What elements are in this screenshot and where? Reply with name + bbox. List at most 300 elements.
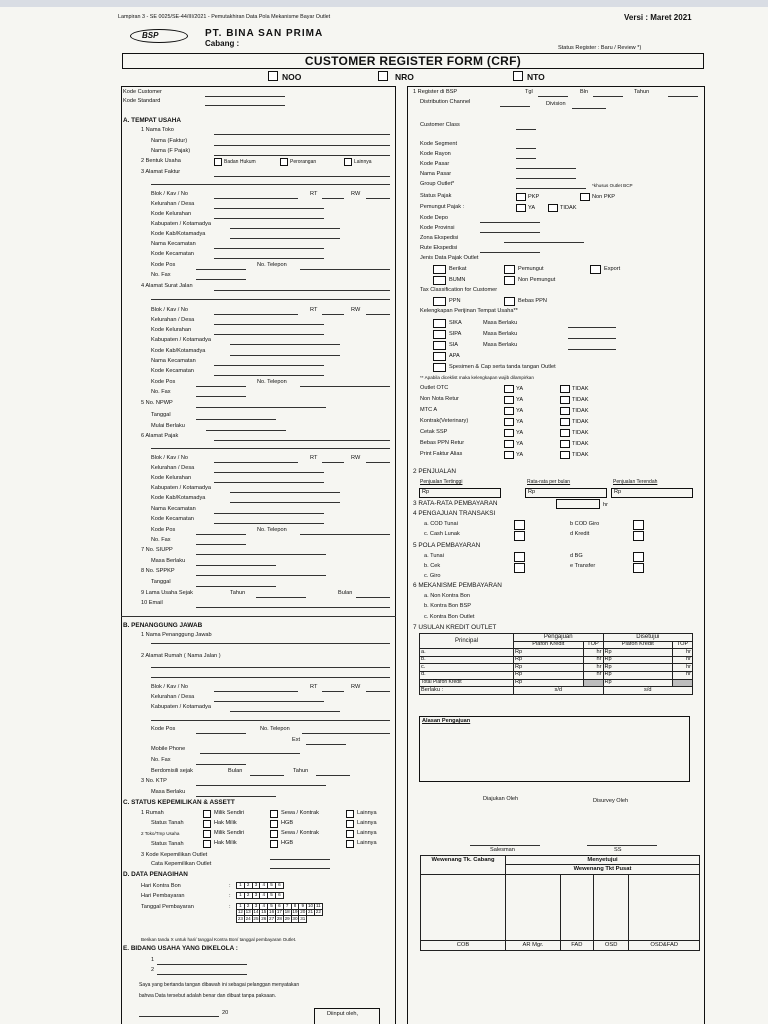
kode-kelurahan-field[interactable]	[214, 218, 324, 219]
rw-field-4[interactable]	[366, 691, 390, 692]
ktp-field[interactable]	[196, 785, 326, 786]
cek-label: b. Cek	[424, 563, 441, 569]
cata-kepemilikan-field[interactable]	[270, 868, 330, 869]
kode-pasar-field[interactable]	[516, 168, 576, 169]
kontra-day-3[interactable]: 3	[252, 883, 260, 889]
terendah-field[interactable]	[611, 488, 693, 498]
yn-row-ya-3[interactable]	[504, 407, 514, 415]
section-b-heading: B. PENANGGUNG JAWAB	[123, 622, 203, 629]
pemungut2-checkbox[interactable]	[504, 265, 515, 274]
fax-label-3: No. Fax	[151, 537, 171, 543]
yn-tidak-label-6: TIDAK	[572, 441, 589, 447]
dinput-label: Diinput oleh,	[327, 1011, 359, 1017]
nama-kecamatan-field-2[interactable]	[214, 365, 324, 366]
kode-customer-label: Kode Customer	[123, 89, 162, 95]
lama-usaha-bulan-label: Bulan	[338, 590, 353, 596]
nama-kecamatan-label-2: Nama Kecamatan	[151, 358, 196, 364]
kode-pos-field-2[interactable]	[196, 386, 246, 387]
rw-field[interactable]	[366, 198, 390, 199]
register-bln-field[interactable]	[593, 96, 623, 97]
kode-rayon-field[interactable]	[516, 158, 536, 159]
own-b-checkbox-3[interactable]	[270, 830, 278, 838]
customer-class-field[interactable]	[516, 129, 536, 130]
signature-slot[interactable]	[560, 875, 593, 941]
alamat-faktur-line2[interactable]	[151, 184, 390, 185]
own-a-label-2: Hak Milik	[214, 820, 237, 826]
date-cell[interactable]: 18	[284, 909, 290, 915]
date-cell[interactable]: 23	[237, 915, 243, 921]
siupp-field[interactable]	[196, 554, 326, 555]
own-b-checkbox-4[interactable]	[270, 840, 278, 848]
kode-kepemilikan-field[interactable]	[270, 859, 330, 860]
kode-kelurahan-field-2[interactable]	[214, 334, 324, 335]
cod-giro-checkbox[interactable]	[633, 520, 644, 530]
colon-3: :	[229, 904, 231, 910]
rt-label-4: RT	[310, 684, 318, 690]
kode-kecamatan-field[interactable]	[214, 258, 324, 259]
yn-row-tidak-3[interactable]	[560, 407, 570, 415]
kode-pos-label: Kode Pos	[151, 262, 176, 268]
kode-kecamatan-label: Kode Kecamatan	[151, 251, 194, 257]
own-b-checkbox-1[interactable]	[270, 810, 278, 818]
rt-field-3[interactable]	[322, 462, 344, 463]
credit-hr-cell[interactable]: hr	[673, 656, 693, 664]
colon-1: :	[229, 883, 231, 889]
own-b-checkbox-2[interactable]	[270, 820, 278, 828]
date-cell[interactable]: 30	[292, 915, 298, 921]
nama-faktur-field[interactable]	[214, 145, 390, 146]
yn-row-ya-5[interactable]	[504, 429, 514, 437]
kode-pasar-label: Kode Pasar	[420, 161, 450, 167]
blok-field-2[interactable]	[214, 314, 298, 315]
own-c-checkbox-2[interactable]	[346, 820, 354, 828]
kode-kelurahan-label-3: Kode Kelurahan	[151, 475, 192, 481]
kontra-day-5[interactable]: 5	[268, 883, 276, 889]
top-header: TOP	[583, 641, 603, 649]
kabupaten-field[interactable]	[230, 228, 340, 229]
telepon-field-2[interactable]	[300, 386, 390, 387]
credit-rp-cell[interactable]: Rp	[603, 656, 673, 664]
kode-customer-field[interactable]	[205, 96, 285, 97]
signature-slot[interactable]	[421, 875, 506, 941]
telepon-field[interactable]	[300, 269, 390, 270]
kode-pos-field-3[interactable]	[196, 534, 246, 535]
division-field[interactable]	[572, 108, 606, 109]
date-cell[interactable]: 20	[300, 909, 306, 915]
mobile-field[interactable]	[200, 753, 300, 754]
yn-row-ya-6[interactable]	[504, 440, 514, 448]
pemungut-tidak-checkbox[interactable]	[548, 204, 558, 212]
blok-field[interactable]	[214, 198, 298, 199]
bayar-day-6[interactable]: 6	[275, 893, 283, 899]
role-osd-fad: OSD&FAD	[629, 941, 700, 950]
sipa-masa-field[interactable]	[568, 338, 616, 339]
telepon-field-4[interactable]	[302, 733, 390, 734]
khusus-note: *khusus Outlet BCP	[592, 183, 633, 188]
date-cell[interactable]: 27	[269, 915, 275, 921]
pkp-checkbox[interactable]	[516, 193, 526, 201]
bumn-checkbox[interactable]	[433, 276, 446, 285]
berlaku-sd-cell-2[interactable]: s/d	[603, 687, 693, 695]
bidang-2-field[interactable]	[157, 974, 247, 975]
credit-row-label[interactable]: a.	[420, 649, 514, 657]
yn-row-tidak-6[interactable]	[560, 440, 570, 448]
cash-lunak-checkbox[interactable]	[514, 531, 525, 541]
alasan-box[interactable]	[419, 716, 690, 782]
rw-field-2[interactable]	[366, 314, 390, 315]
date-cell[interactable]: 3	[252, 904, 260, 910]
lainnya-checkbox[interactable]	[344, 158, 352, 166]
kontra-day-4[interactable]: 4	[260, 883, 268, 889]
yn-ya-label-1: YA	[516, 386, 524, 392]
credit-hr-cell[interactable]: hr	[583, 656, 603, 664]
yn-row-tidak-4[interactable]	[560, 418, 570, 426]
credit-row	[420, 664, 693, 672]
date-cell[interactable]: 13	[245, 909, 251, 915]
total-plafon-label: Total Plafon Kredit	[420, 679, 514, 687]
sppkp-field[interactable]	[196, 575, 326, 576]
date-cell[interactable]: 1	[237, 904, 245, 910]
tanggal-pembayaran-grid	[236, 903, 323, 923]
date-cell[interactable]: 12	[237, 909, 243, 915]
sppkp-tanggal-field[interactable]	[196, 586, 276, 587]
yn-tidak-label-5: TIDAK	[572, 430, 589, 436]
yn-tidak-label-7: TIDAK	[572, 452, 589, 458]
date-cell[interactable]: 16	[269, 909, 275, 915]
date-cell[interactable]: 7	[283, 904, 291, 910]
kelurahan-field[interactable]	[214, 208, 324, 209]
nama-pj-label: 1 Nama Penanggung Jawab	[141, 632, 212, 638]
perorangan-label: Perorangan	[290, 159, 317, 165]
alamat-pajak-line2[interactable]	[151, 448, 390, 449]
date-cell[interactable]: 22	[315, 909, 321, 915]
rata-rata-field[interactable]	[525, 488, 607, 498]
kelurahan-field-3[interactable]	[214, 472, 324, 473]
nama-pasar-field[interactable]	[516, 178, 576, 179]
salesman-label: Salesman	[490, 847, 515, 853]
cek-checkbox[interactable]	[514, 563, 525, 573]
domisili-tahun-label: Tahun	[293, 768, 309, 774]
alamat-faktur-field[interactable]	[214, 176, 390, 177]
own-a-checkbox-2[interactable]	[203, 820, 211, 828]
cabang-label: Cabang :	[205, 39, 240, 48]
credit-rp-cell[interactable]: Rp	[514, 649, 584, 657]
bebas-ppn-checkbox[interactable]	[504, 297, 515, 306]
fax-field-3[interactable]	[196, 544, 246, 545]
credit-hr-cell[interactable]: hr	[583, 664, 603, 672]
transfer-checkbox[interactable]	[633, 563, 644, 573]
npwp-field[interactable]	[196, 407, 326, 408]
sika-masa-field[interactable]	[568, 327, 616, 328]
bayar-day-4[interactable]: 4	[260, 893, 268, 899]
nto-checkbox[interactable]	[513, 71, 523, 81]
kode-kelurahan-field-3[interactable]	[214, 482, 324, 483]
section-divider-b	[121, 616, 396, 617]
kelurahan-field-4[interactable]	[214, 701, 324, 702]
alamat-rumah-line2[interactable]	[151, 677, 390, 678]
credit-rp-cell[interactable]: Rp	[603, 671, 673, 679]
signature-slot[interactable]	[629, 875, 700, 941]
berdomisili-label: Berdomisili sejak	[151, 768, 193, 774]
siupp-masa-field[interactable]	[196, 565, 276, 566]
own-a-checkbox-4[interactable]	[203, 840, 211, 848]
salesman-signature-line[interactable]	[470, 845, 540, 846]
pemungut-ya-checkbox[interactable]	[516, 204, 526, 212]
date-cell[interactable]: 9	[299, 904, 307, 910]
export-checkbox[interactable]	[590, 265, 601, 274]
date-cell[interactable]: 11	[315, 903, 321, 909]
credit-row-label[interactable]: b.	[420, 656, 514, 664]
version-label: Versi : Maret 2021	[624, 13, 692, 22]
declaration-line-2: bahwa Data tersebut adalah benar dan dibuat tanpa paksaan.	[139, 993, 277, 999]
kabupaten-label-2: Kabupaten / Kotamadya	[151, 337, 212, 343]
credit-hr-cell[interactable]: hr	[673, 664, 693, 672]
credit-row-label[interactable]: d.	[420, 671, 514, 679]
total-rp-cell-2[interactable]: Rp	[603, 679, 673, 687]
kode-pos-field[interactable]	[196, 269, 246, 270]
date-cell[interactable]: 19	[292, 909, 298, 915]
kontra-day-2[interactable]: 2	[244, 883, 252, 889]
non-pemungut-label: Non Pemungut	[518, 277, 556, 283]
date-cell[interactable]: 8	[291, 904, 299, 910]
date-cell[interactable]: 5	[268, 904, 276, 910]
nama-kecamatan-field[interactable]	[214, 248, 324, 249]
register-tahun-field[interactable]	[668, 96, 698, 97]
credit-hr-cell[interactable]: hr	[583, 649, 603, 657]
sipa-checkbox[interactable]	[433, 330, 446, 339]
credit-hr-cell[interactable]: hr	[583, 671, 603, 679]
group-outlet-field[interactable]	[516, 188, 586, 189]
date-cell[interactable]: 17	[276, 909, 282, 915]
own-a-checkbox-1[interactable]	[203, 810, 211, 818]
date-cell[interactable]: 31	[300, 915, 306, 921]
credit-hr-cell[interactable]: hr	[673, 649, 693, 657]
telepon-field-3[interactable]	[300, 534, 390, 535]
own-c-label-2: Lainnya	[357, 820, 377, 826]
yn-row-label-4: Kontrak(Veterinary)	[420, 418, 469, 424]
own-c-checkbox-1[interactable]	[346, 810, 354, 818]
ppn-checkbox[interactable]	[433, 297, 446, 306]
form-title: CUSTOMER REGISTER FORM (CRF)	[122, 53, 704, 69]
rw-label-2: RW	[351, 307, 361, 313]
perorangan-checkbox[interactable]	[280, 158, 288, 166]
nama-kecamatan-field-3[interactable]	[214, 513, 324, 514]
noo-checkbox[interactable]	[268, 71, 278, 81]
own-c-checkbox-3[interactable]	[346, 830, 354, 838]
npwp-tanggal-label: Tanggal	[151, 412, 171, 418]
sipa-masa-label: Masa Berlaku	[483, 331, 518, 337]
rt-field[interactable]	[322, 198, 344, 199]
npwp-tanggal-field[interactable]	[196, 419, 276, 420]
credit-table	[419, 633, 693, 695]
yn-row-ya-1[interactable]	[504, 385, 514, 393]
sia-masa-field[interactable]	[568, 349, 616, 350]
rw-label-3: RW	[351, 455, 361, 461]
own-c-label-3: Lainnya	[357, 830, 377, 836]
yn-row-tidak-7[interactable]	[560, 451, 570, 459]
kabupaten-field-4[interactable]	[230, 711, 340, 712]
non-pkp-checkbox[interactable]	[580, 193, 590, 201]
fax-field-4[interactable]	[196, 764, 246, 765]
alamat-surat-line2[interactable]	[151, 299, 390, 300]
kode-depo-field[interactable]	[480, 222, 540, 223]
kabupaten-field-3[interactable]	[230, 492, 340, 493]
bayar-day-5[interactable]: 5	[268, 893, 276, 899]
email-field[interactable]	[196, 607, 390, 608]
register-tahun-label: Tahun	[634, 89, 650, 95]
cod-tunai-label: a. COD Tunai	[424, 521, 458, 527]
alamat-rumah-label: 2 Alamat Rumah ( Nama Jalan )	[141, 653, 221, 659]
nro-checkbox[interactable]	[378, 71, 388, 81]
date-cell[interactable]: 15	[261, 909, 267, 915]
lama-usaha-bulan-field[interactable]	[356, 597, 390, 598]
rt-field-2[interactable]	[322, 314, 344, 315]
credit-rp-cell[interactable]: Rp	[514, 671, 584, 679]
blok-label-2: Blok / Kav / No	[151, 307, 188, 313]
spesimen-label: Spesimen & Cap serta tanda tangan Outlet	[449, 364, 556, 370]
kode-kab-field[interactable]	[230, 238, 340, 239]
sika-label: SIKA	[449, 320, 462, 326]
berlaku-sd-cell[interactable]: s/d	[514, 687, 604, 695]
own-c-checkbox-4[interactable]	[346, 840, 354, 848]
kode-standard-field[interactable]	[205, 105, 285, 106]
nama-pj-field[interactable]	[151, 643, 390, 644]
kode-kecamatan-field-2[interactable]	[214, 375, 324, 376]
section-a-heading: A. TEMPAT USAHA	[123, 117, 181, 124]
bidang-1-field[interactable]	[157, 964, 247, 965]
credit-row-label[interactable]: c.	[420, 664, 514, 672]
status-tanah-label: Status Tanah	[151, 820, 184, 826]
bg-checkbox[interactable]	[633, 552, 644, 562]
badan-hukum-label: Badan Hukum	[224, 159, 256, 165]
non-pemungut-checkbox[interactable]	[504, 276, 515, 285]
bayar-day-3[interactable]: 3	[252, 893, 260, 899]
terendah-rp: Rp	[614, 489, 622, 495]
telepon-label-4: No. Telepon	[260, 726, 290, 732]
spesimen-checkbox[interactable]	[433, 363, 446, 372]
nama-toko-field[interactable]	[214, 134, 390, 135]
kabupaten-field-2[interactable]	[230, 344, 340, 345]
ext-field[interactable]	[306, 744, 346, 745]
berikat-checkbox[interactable]	[433, 265, 446, 274]
signature-date-field[interactable]	[139, 1016, 219, 1017]
status-register: Status Register : Baru / Review *)	[558, 45, 642, 51]
yn-row-ya-7[interactable]	[504, 451, 514, 459]
credit-rp-cell[interactable]: Rp	[603, 664, 673, 672]
yn-row-tidak-1[interactable]	[560, 385, 570, 393]
kode-segment-label: Kode Segment	[420, 141, 458, 147]
yn-row-ya-2[interactable]	[504, 396, 514, 404]
signature-slot[interactable]	[506, 875, 561, 941]
kontra-day-1[interactable]: 1	[237, 883, 245, 889]
rata-pembayaran-field[interactable]	[556, 499, 600, 509]
kontra-day-6[interactable]: 6	[275, 883, 283, 889]
date-cell[interactable]: 24	[245, 915, 251, 921]
yn-row-tidak-5[interactable]	[560, 429, 570, 437]
badan-hukum-checkbox[interactable]	[214, 158, 222, 166]
yn-row-label-6: Bebas PPN Retur	[420, 440, 465, 446]
date-cell[interactable]: 26	[261, 915, 267, 921]
tertinggi-field[interactable]	[419, 488, 501, 498]
lama-usaha-tahun-field[interactable]	[256, 597, 306, 598]
yn-row-label-2: Non Nota Retur	[420, 396, 459, 402]
date-cell[interactable]: 6	[275, 904, 283, 910]
date-cell[interactable]: 29	[284, 915, 290, 921]
date-cell[interactable]: 2	[244, 904, 252, 910]
date-cell[interactable]: 4	[260, 904, 268, 910]
kode-pos-field-4[interactable]	[196, 733, 246, 734]
kode-kab-field-2[interactable]	[230, 355, 340, 356]
blok-field-4[interactable]	[214, 691, 298, 692]
sia-checkbox[interactable]	[433, 341, 446, 350]
bayar-day-2[interactable]: 2	[244, 893, 252, 899]
total-rp-cell[interactable]: Rp	[514, 679, 584, 687]
yn-row-ya-4[interactable]	[504, 418, 514, 426]
apa-checkbox[interactable]	[433, 352, 446, 361]
ktp-masa-field[interactable]	[196, 796, 276, 797]
domisili-bulan-label: Bulan	[228, 768, 243, 774]
kelurahan-field-2[interactable]	[214, 324, 324, 325]
tunai-checkbox[interactable]	[514, 552, 525, 562]
ktp-masa-label: Masa Berlaku	[151, 789, 186, 795]
domisili-bulan-field[interactable]	[250, 775, 284, 776]
distribution-field[interactable]	[500, 106, 530, 107]
bayar-day-1[interactable]: 1	[237, 893, 245, 899]
kode-segment-field[interactable]	[516, 148, 536, 149]
date-cell[interactable]: 28	[276, 915, 282, 921]
rute-field[interactable]	[480, 252, 540, 253]
alamat-rumah-line3[interactable]	[151, 720, 390, 721]
group-outlet-label: Group Outlet*	[420, 181, 455, 187]
credit-hr-cell[interactable]: hr	[673, 671, 693, 679]
alamat-pajak-field[interactable]	[214, 440, 390, 441]
alamat-rumah-field[interactable]	[151, 667, 390, 668]
kredit-checkbox[interactable]	[633, 531, 644, 541]
alamat-surat-field[interactable]	[214, 290, 390, 291]
zona-field[interactable]	[504, 242, 584, 243]
credit-rp-cell[interactable]: Rp	[514, 656, 584, 664]
kode-kecamatan-field-3[interactable]	[214, 523, 324, 524]
yn-row-tidak-2[interactable]	[560, 396, 570, 404]
credit-rp-cell[interactable]: Rp	[603, 649, 673, 657]
fax-field[interactable]	[196, 279, 246, 280]
nama-kecamatan-label-3: Nama Kecamatan	[151, 506, 196, 512]
signature-slot[interactable]	[593, 875, 629, 941]
mulai-berlaku-field[interactable]	[206, 430, 286, 431]
ss-signature-line[interactable]	[587, 845, 657, 846]
nama-pajak-field[interactable]	[214, 155, 390, 156]
kode-provinsi-field[interactable]	[480, 232, 540, 233]
date-cell[interactable]: 21	[308, 909, 314, 915]
rt-field-4[interactable]	[322, 691, 344, 692]
date-cell[interactable]: 10	[308, 903, 314, 909]
kontra-bon-day-grid	[236, 882, 284, 889]
kode-kab-field-3[interactable]	[230, 502, 340, 503]
berikat-label: Berikat	[449, 266, 467, 272]
rw-field-3[interactable]	[366, 462, 390, 463]
credit-rp-cell[interactable]: Rp	[514, 664, 584, 672]
cod-tunai-checkbox[interactable]	[514, 520, 525, 530]
fax-field-2[interactable]	[196, 396, 246, 397]
blok-label: Blok / Kav / No	[151, 191, 188, 197]
register-tgl-field[interactable]	[538, 96, 568, 97]
blok-field-3[interactable]	[214, 462, 298, 463]
sika-checkbox[interactable]	[433, 319, 446, 328]
date-cell[interactable]: 14	[253, 909, 259, 915]
date-cell[interactable]: 25	[253, 915, 259, 921]
domisili-tahun-field[interactable]	[316, 775, 350, 776]
own-a-checkbox-3[interactable]	[203, 830, 211, 838]
